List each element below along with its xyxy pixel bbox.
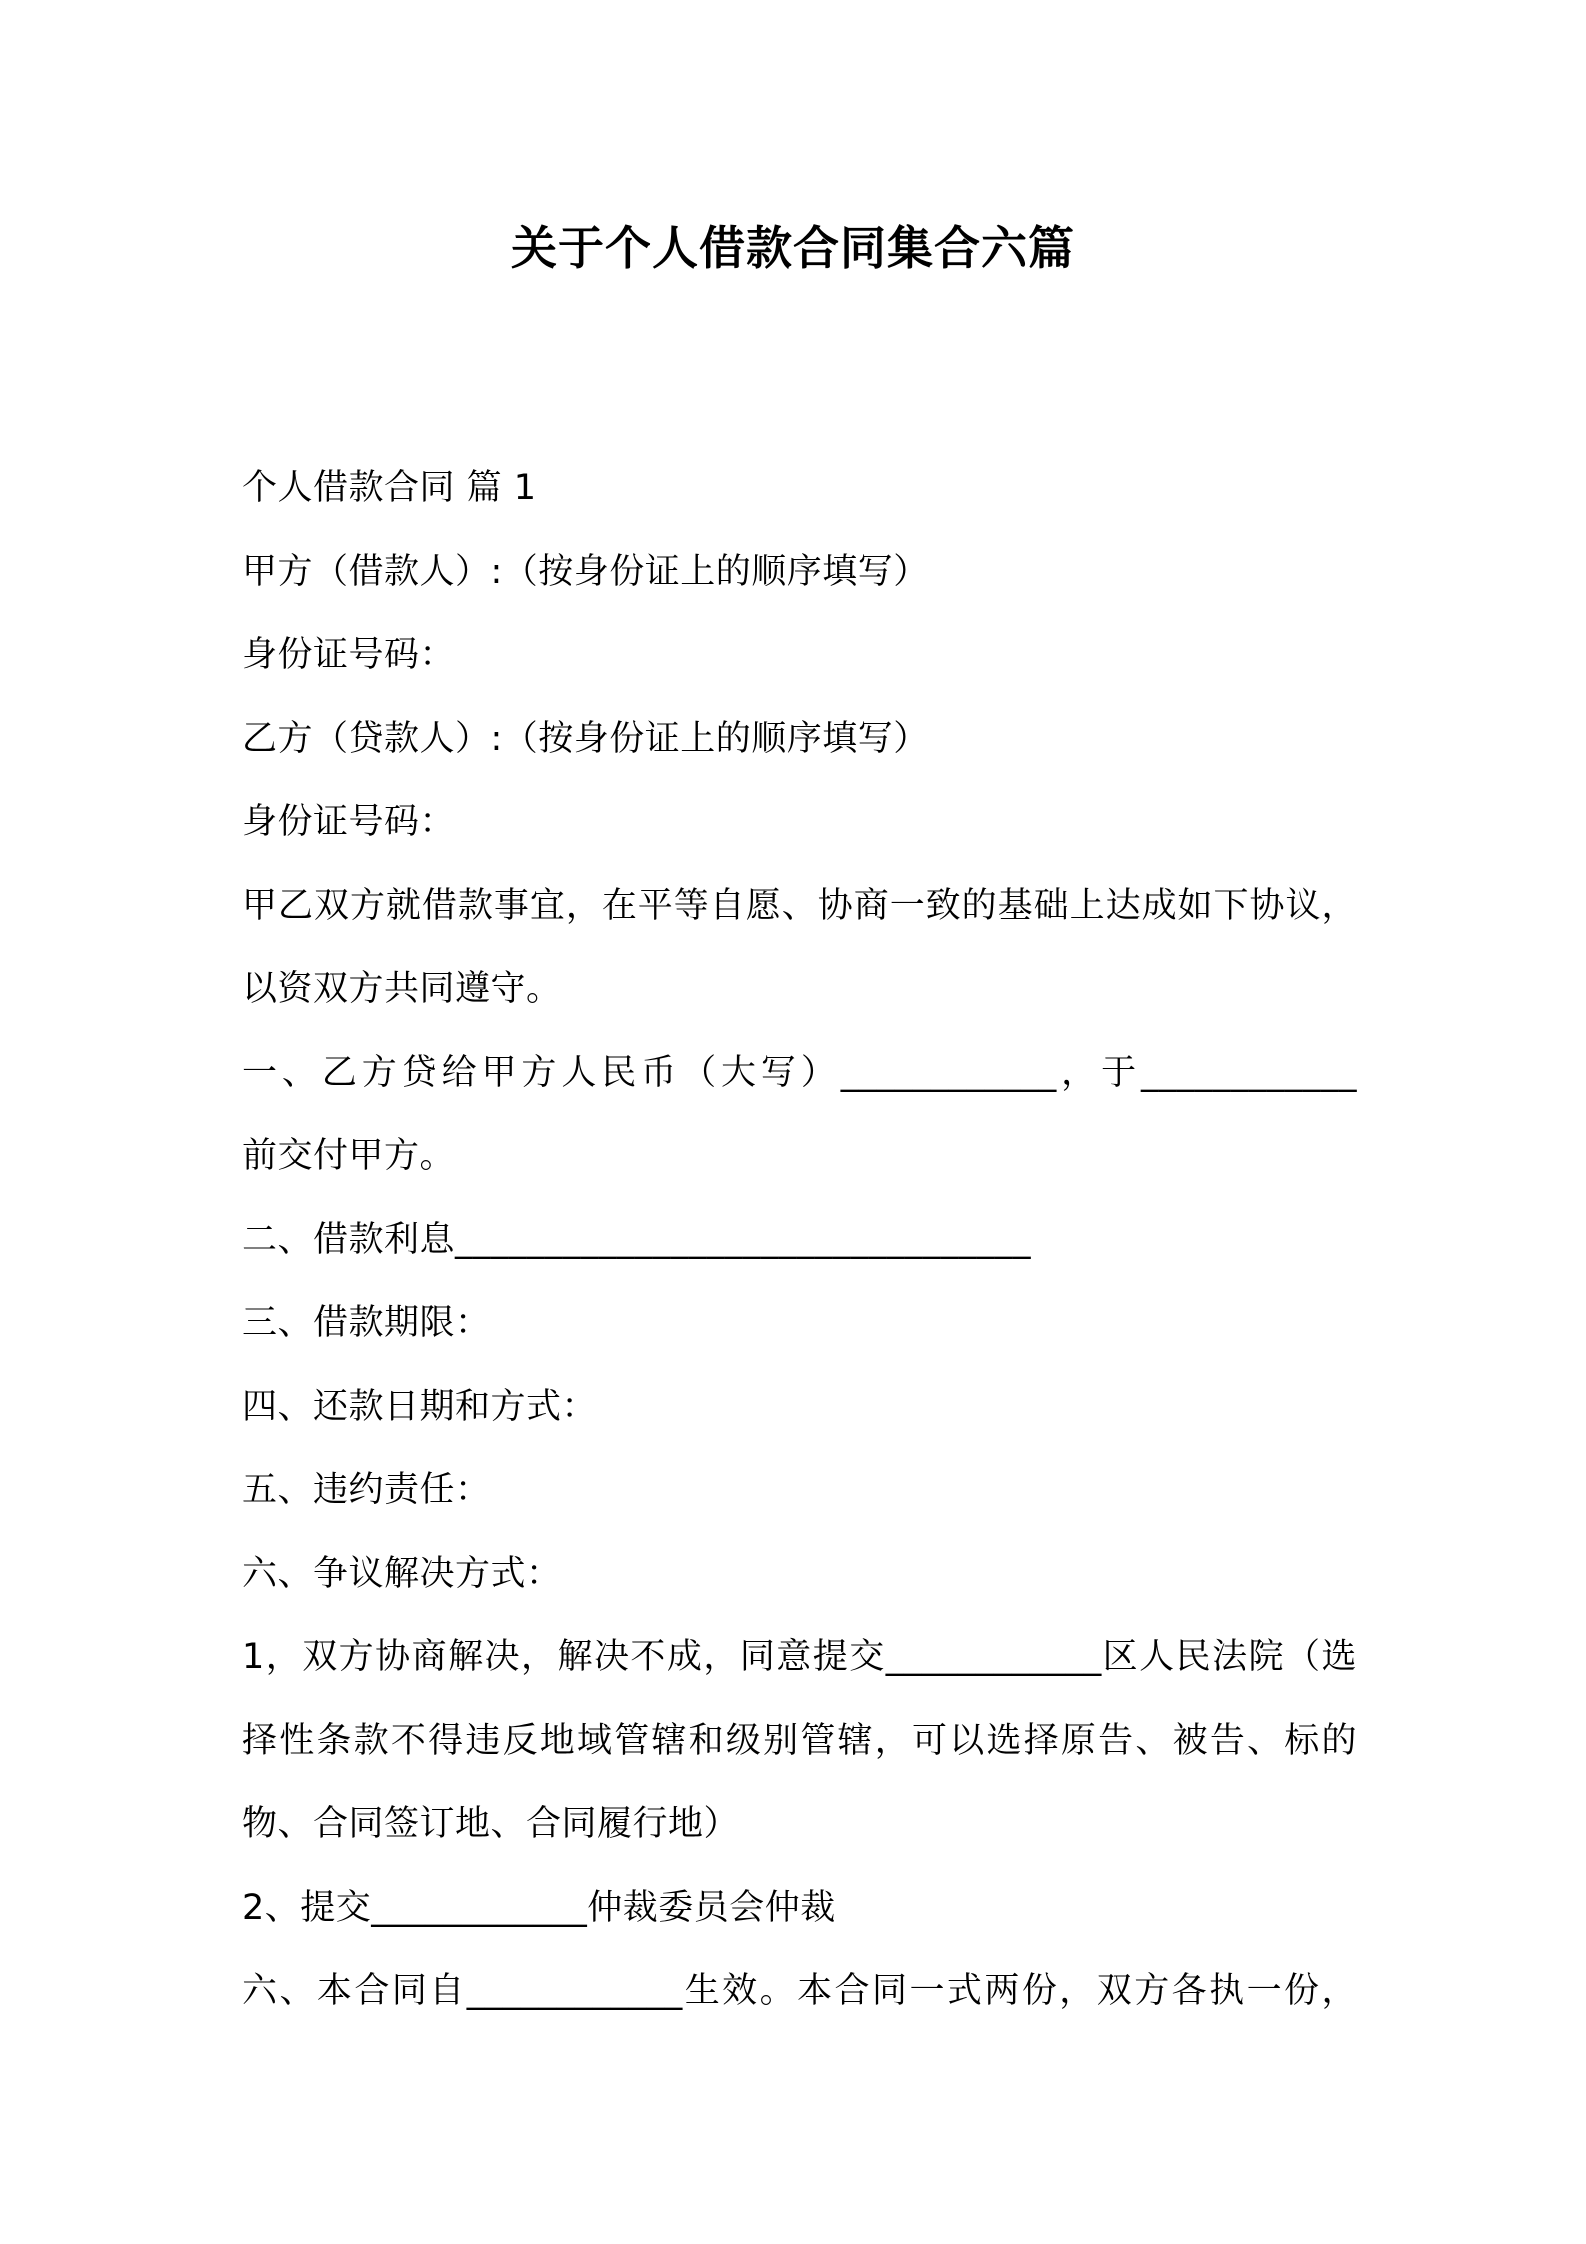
- effective-clause-line: 六、本合同自____________生效。本合同一式两份，双方各执一份，: [242, 1971, 1357, 2011]
- section-heading: 个人借款合同 篇 1: [242, 468, 537, 508]
- party-a-line: 甲方（借款人）:（按身份证上的顺序填写）: [242, 551, 929, 592]
- clause-5-line: 五、违约责任：: [242, 1470, 491, 1510]
- party-b-id-line: 身份证号码：: [242, 802, 456, 842]
- intro-paragraph-line: 甲乙双方就借款事宜，在平等自愿、协商一致的基础上达成如下协议，: [242, 885, 1357, 926]
- document-body: [242, 447, 1357, 2034]
- party-b-line: 乙方（贷款人）:（按身份证上的顺序填写）: [242, 718, 929, 759]
- document-title: 关于个人借款合同集合六篇: [511, 221, 1075, 275]
- intro-paragraph-line: 以资双方共同遵守。: [242, 969, 562, 1009]
- clause-6-item-1-line: 择性条款不得违反地域管辖和级别管辖，可以选择原告、被告、标的: [242, 1720, 1357, 1761]
- clause-6-item-1-line: 1，双方协商解决，解决不成，同意提交____________区人民法院（选: [242, 1637, 1357, 1677]
- clause-2-line: 二、借款利息________________________________: [242, 1219, 1032, 1260]
- clause-6-item-1-line: 物、合同签订地、合同履行地）: [242, 1804, 740, 1844]
- clause-6-item-2-line: 2、提交____________仲裁委员会仲裁: [242, 1887, 836, 1928]
- clause-6-line: 六、争议解决方式：: [242, 1553, 562, 1594]
- clause-1-line: 前交付甲方。: [242, 1136, 456, 1176]
- party-a-id-line: 身份证号码：: [242, 635, 456, 675]
- clause-3-line: 三、借款期限：: [242, 1303, 491, 1343]
- clause-4-line: 四、还款日期和方式：: [242, 1386, 598, 1427]
- clause-1-line: 一、乙方贷给甲方人民币（大写）____________，于____________: [242, 1052, 1357, 1093]
